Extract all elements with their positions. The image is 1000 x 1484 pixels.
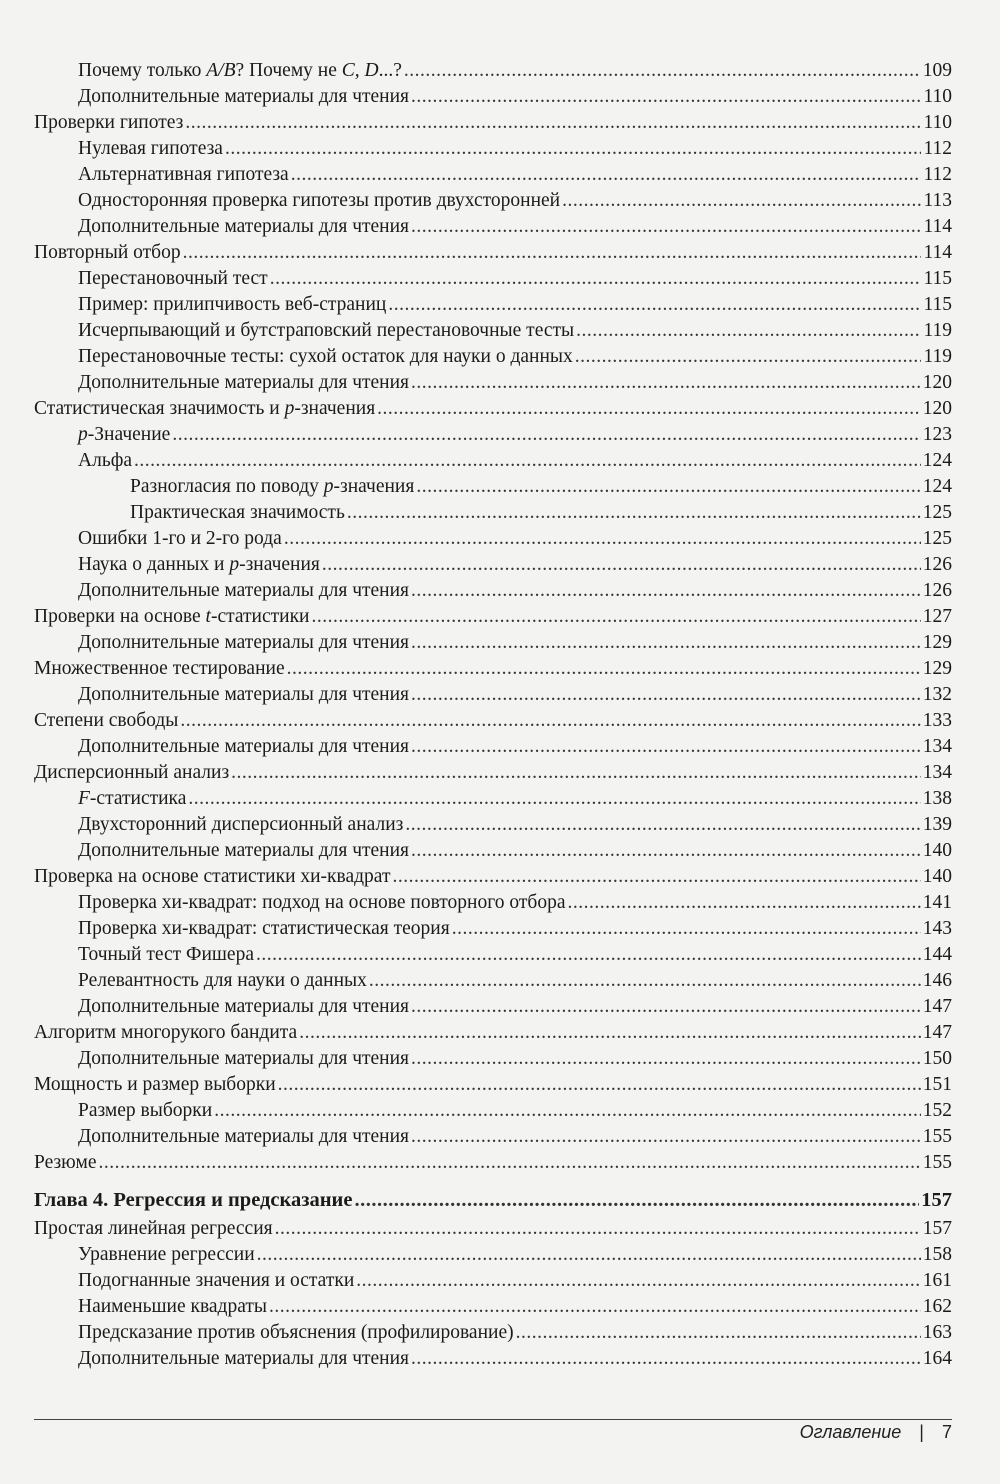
toc-title-segment: t <box>205 606 211 627</box>
footer-separator: | <box>919 1422 924 1442</box>
toc-title-segment: F <box>78 788 90 809</box>
toc-page-number: 114 <box>923 242 952 263</box>
toc-dot-leader <box>562 188 921 214</box>
toc-title-segment: Почему только <box>78 60 207 81</box>
toc-dot-leader <box>377 396 921 422</box>
toc-entry <box>34 1072 952 1098</box>
toc-entry <box>34 292 952 318</box>
toc-title-segment: Дополнительные материалы для чтения <box>78 1348 410 1369</box>
toc-entry <box>34 1268 952 1294</box>
toc-title-segment: Проверка хи-квадрат: подход на основе повторного отбора <box>78 892 566 913</box>
toc-entry <box>34 214 952 240</box>
toc-entry-title <box>78 916 450 942</box>
toc-entry-title <box>78 422 170 448</box>
toc-entry-title <box>78 136 223 162</box>
toc-title-segment: Размер выборки <box>78 1100 213 1121</box>
toc-dot-leader <box>411 734 921 760</box>
toc-dot-leader <box>411 84 921 110</box>
toc-dot-leader <box>411 214 921 240</box>
toc-entry <box>34 1346 952 1372</box>
toc-entry-title <box>78 578 409 604</box>
toc-page-number: 157 <box>922 1218 952 1239</box>
toc-dot-leader <box>256 942 921 968</box>
toc-dot-leader <box>388 292 921 318</box>
toc-entry-title <box>34 1186 352 1214</box>
toc-entry <box>34 318 952 344</box>
toc-title-segment: Дисперсионный анализ <box>34 762 230 783</box>
toc-page-number: 163 <box>922 1322 952 1343</box>
toc-page-number: 123 <box>922 424 952 445</box>
toc-page-number: 158 <box>922 1244 952 1265</box>
toc-title-segment: Дополнительные материалы для чтения <box>78 372 410 393</box>
toc-title-segment: Дополнительные материалы для чтения <box>78 840 410 861</box>
toc-page-number: 120 <box>922 398 952 419</box>
toc-title-segment: Алгоритм многорукого бандита <box>34 1022 298 1043</box>
toc-entry-title <box>34 396 375 422</box>
toc-page-number: 132 <box>922 684 952 705</box>
toc-entry <box>34 370 952 396</box>
toc-title-segment: Разногласия по поводу <box>130 476 324 497</box>
toc-entry <box>34 526 952 552</box>
toc-title-segment: -статистика <box>89 788 187 809</box>
toc-entry-title <box>34 864 390 890</box>
page-footer <box>800 1422 952 1443</box>
toc-title-segment: -значения <box>239 554 320 575</box>
toc-page-number: 150 <box>922 1048 952 1069</box>
toc-entry <box>34 448 952 474</box>
footer-rule <box>34 1419 952 1420</box>
toc-entry <box>34 1294 952 1320</box>
toc-entry <box>34 1150 952 1176</box>
toc-entry-title <box>130 500 345 526</box>
toc-title-segment: Дополнительные материалы для чтения <box>78 86 410 107</box>
toc-title-segment: Дополнительные материалы для чтения <box>78 996 410 1017</box>
toc-title-segment: Дополнительные материалы для чтения <box>78 1126 410 1147</box>
toc-title-segment: Подогнанные значения и остатки <box>78 1270 355 1291</box>
toc-title-segment: Дополнительные материалы для чтения <box>78 736 410 757</box>
toc-entry-title <box>34 656 285 682</box>
toc-entry-title <box>78 162 289 188</box>
toc-dot-leader <box>575 344 922 370</box>
toc-page-number: 147 <box>922 1022 952 1043</box>
toc-dot-leader <box>347 500 921 526</box>
toc-title-segment: Мощность и размер выборки <box>34 1074 276 1095</box>
toc-title-segment: Односторонняя проверка гипотезы против двухсторонней <box>78 190 561 211</box>
toc-entry-title <box>78 370 409 396</box>
toc-dot-leader <box>322 552 921 578</box>
toc-dot-leader <box>416 474 920 500</box>
toc-dot-leader <box>134 448 921 474</box>
toc-entry-title <box>78 994 409 1020</box>
toc-dot-leader <box>269 1294 921 1320</box>
toc-entry-title <box>78 812 403 838</box>
toc-entry <box>34 1124 952 1150</box>
toc-entry-title <box>78 1320 514 1346</box>
toc-dot-leader <box>567 890 920 916</box>
toc-page-number: 138 <box>922 788 952 809</box>
toc-entry-title <box>78 292 386 318</box>
toc-entry <box>34 474 952 500</box>
toc-entry-title <box>78 942 254 968</box>
toc-page-number: 155 <box>922 1126 952 1147</box>
toc-title-segment: Резюме <box>34 1152 97 1173</box>
toc-dot-leader <box>405 812 920 838</box>
toc-title-segment: Точный тест Фишера <box>78 944 254 965</box>
toc-page-number: 143 <box>922 918 952 939</box>
toc-page-number: 139 <box>922 814 952 835</box>
toc-title-segment: Ошибки 1-го и 2-го рода <box>78 528 282 549</box>
toc-page-number: 125 <box>922 528 952 549</box>
toc-entry-title <box>34 110 183 136</box>
toc-title-segment: Множественное тестирование <box>34 658 285 679</box>
toc-entry <box>34 422 952 448</box>
toc-entry-title <box>78 786 186 812</box>
toc-entry <box>34 240 952 266</box>
toc-page-number: 140 <box>922 840 952 861</box>
toc-page-number: 127 <box>922 606 952 627</box>
toc-entry-title <box>78 682 409 708</box>
toc-title-segment: Предсказание против объяснения (профилирование) <box>78 1322 514 1343</box>
toc-dot-leader <box>411 370 921 396</box>
toc-dot-leader <box>516 1320 921 1346</box>
toc-entry-title <box>34 1150 97 1176</box>
toc-dot-leader <box>185 110 921 136</box>
toc-entry-title <box>78 1098 212 1124</box>
toc-page-number: 129 <box>922 658 952 679</box>
toc-title-segment: Дополнительные материалы для чтения <box>78 580 410 601</box>
toc-entry <box>34 396 952 422</box>
toc-title-segment: -значения <box>294 398 376 419</box>
toc-entry <box>34 110 952 136</box>
toc-page-number: 115 <box>923 294 952 315</box>
toc-entry-title <box>78 58 402 84</box>
toc-dot-leader <box>354 1186 919 1214</box>
toc-title-segment: Простая линейная регрессия <box>34 1218 273 1239</box>
toc-dot-leader <box>270 266 922 292</box>
toc-entry <box>34 136 952 162</box>
toc-title-segment: Перестановочные тесты: сухой остаток для науки о данных <box>78 346 573 367</box>
toc-page-number: 113 <box>923 190 952 211</box>
toc-page-number: 124 <box>922 450 952 471</box>
toc-page-number: 114 <box>923 216 952 237</box>
toc-entry-title <box>78 266 268 292</box>
toc-title-segment: Альтернативная гипотеза <box>78 164 289 185</box>
toc-dot-leader <box>411 630 921 656</box>
toc-entry-title <box>78 84 409 110</box>
toc-page-number: 134 <box>922 736 952 757</box>
toc-chapter-row <box>34 1186 952 1214</box>
toc-page-number: 119 <box>923 320 952 341</box>
toc-dot-leader <box>225 136 922 162</box>
toc-dot-leader <box>356 1268 920 1294</box>
toc-entry <box>34 968 952 994</box>
toc-title-segment: Двухсторонний дисперсионный анализ <box>78 814 404 835</box>
toc-entry <box>34 838 952 864</box>
footer-section-title: Оглавление <box>799 1422 902 1442</box>
toc-entry-title <box>78 448 132 474</box>
toc-entry <box>34 942 952 968</box>
toc-entry <box>34 1320 952 1346</box>
toc-page-number: 162 <box>922 1296 952 1317</box>
toc-title-segment: Практическая значимость <box>130 502 345 523</box>
toc-dot-leader <box>278 1072 921 1098</box>
toc-entry <box>34 1216 952 1242</box>
toc-entry <box>34 84 952 110</box>
toc-entry-title <box>78 188 560 214</box>
toc-title-segment: p <box>323 476 334 497</box>
toc-title-segment: Повторный отбор <box>34 242 181 263</box>
toc-entry-title <box>78 1124 409 1150</box>
toc-entry <box>34 162 952 188</box>
toc-entry-title <box>78 890 565 916</box>
toc-page-number: 151 <box>922 1074 952 1095</box>
toc-title-segment: Статистическая значимость и <box>34 398 285 419</box>
toc-dot-leader <box>392 864 920 890</box>
toc-dot-leader <box>214 1098 921 1124</box>
toc-entry <box>34 760 952 786</box>
toc-title-segment: Дополнительные материалы для чтения <box>78 632 410 653</box>
toc-dot-leader <box>287 656 921 682</box>
toc-page-number: 120 <box>922 372 952 393</box>
toc-page-number: 125 <box>922 502 952 523</box>
toc-entry-title <box>78 1242 255 1268</box>
toc-dot-leader <box>188 786 920 812</box>
toc-entry <box>34 1098 952 1124</box>
toc-entry-title <box>78 968 367 994</box>
toc-dot-leader <box>183 240 922 266</box>
toc-entry-title <box>78 214 409 240</box>
toc-entry-title <box>78 1346 409 1372</box>
toc-title-segment: -статистики <box>210 606 310 627</box>
toc-dot-leader <box>231 760 921 786</box>
toc-dot-leader <box>257 1242 921 1268</box>
table-of-contents <box>34 58 952 1372</box>
toc-page-number: 157 <box>921 1189 952 1211</box>
toc-entry <box>34 1242 952 1268</box>
toc-entry-title <box>34 1072 276 1098</box>
toc-page-number: 146 <box>922 970 952 991</box>
toc-dot-leader <box>452 916 921 942</box>
toc-entry <box>34 266 952 292</box>
toc-entry <box>34 734 952 760</box>
toc-entry <box>34 656 952 682</box>
toc-title-segment: Наука о данных и <box>78 554 230 575</box>
toc-dot-leader <box>275 1216 921 1242</box>
toc-entry <box>34 630 952 656</box>
toc-dot-leader <box>369 968 921 994</box>
toc-dot-leader <box>411 1046 921 1072</box>
toc-entry-title <box>34 1216 273 1242</box>
toc-title-segment: Нулевая гипотеза <box>78 138 223 159</box>
toc-page-number: 124 <box>922 476 952 497</box>
toc-page-number: 164 <box>922 1348 952 1369</box>
toc-dot-leader <box>299 1020 921 1046</box>
toc-title-segment: Проверка на основе статистики хи-квадрат <box>34 866 391 887</box>
toc-dot-leader <box>99 1150 921 1176</box>
toc-page-number: 161 <box>922 1270 952 1291</box>
toc-entry <box>34 682 952 708</box>
toc-entry <box>34 786 952 812</box>
toc-page-number: 112 <box>923 138 952 159</box>
toc-dot-leader <box>404 58 921 84</box>
toc-entry-title <box>78 630 409 656</box>
toc-entry-title <box>78 552 320 578</box>
toc-dot-leader <box>291 162 922 188</box>
toc-title-segment: Проверки на основе <box>34 606 206 627</box>
toc-page-number: 119 <box>923 346 952 367</box>
toc-title-segment: ...? <box>378 60 402 81</box>
toc-page-number: 140 <box>922 866 952 887</box>
toc-dot-leader <box>411 682 921 708</box>
toc-title-segment: Исчерпывающий и бутстраповский перестановочные тесты <box>78 320 575 341</box>
toc-title-segment: Релевантность для науки о данных <box>78 970 367 991</box>
toc-title-segment: Дополнительные материалы для чтения <box>78 684 410 705</box>
toc-entry-title <box>34 604 310 630</box>
toc-title-segment: -значения <box>333 476 415 497</box>
toc-entry <box>34 552 952 578</box>
toc-entry-title <box>78 1268 354 1294</box>
toc-entry-title <box>78 734 409 760</box>
toc-entry <box>34 604 952 630</box>
toc-entry-title <box>78 318 574 344</box>
toc-entry-title <box>34 1020 297 1046</box>
toc-page-number: 129 <box>922 632 952 653</box>
toc-title-segment: -Значение <box>87 424 171 445</box>
toc-entry-title <box>34 240 181 266</box>
toc-page-number: 155 <box>922 1152 952 1173</box>
toc-title-segment: Альфа <box>78 450 132 471</box>
toc-entry-title <box>78 526 282 552</box>
toc-dot-leader <box>411 1124 921 1150</box>
toc-title-segment: ? Почему не <box>235 60 342 81</box>
toc-page-number: 152 <box>922 1100 952 1121</box>
toc-title-segment: Пример: прилипчивость веб-страниц <box>78 294 387 315</box>
toc-dot-leader <box>180 708 920 734</box>
toc-title-segment: C, D <box>341 60 379 81</box>
toc-dot-leader <box>411 838 921 864</box>
toc-page-number: 110 <box>923 86 952 107</box>
toc-title-segment: Перестановочный тест <box>78 268 268 289</box>
toc-dot-leader <box>576 318 921 344</box>
toc-entry <box>34 500 952 526</box>
toc-entry <box>34 994 952 1020</box>
toc-entry <box>34 708 952 734</box>
toc-page-number: 110 <box>923 112 952 133</box>
toc-title-segment: Степени свободы <box>34 710 179 731</box>
toc-entry-title <box>34 708 178 734</box>
toc-page-number: 147 <box>922 996 952 1017</box>
toc-title-segment: Проверки гипотез <box>34 112 184 133</box>
toc-entry-title <box>34 760 229 786</box>
toc-entry <box>34 188 952 214</box>
toc-page-number: 133 <box>922 710 952 731</box>
toc-title-segment: Проверка хи-квадрат: статистическая теория <box>78 918 450 939</box>
toc-title-segment: Дополнительные материалы для чтения <box>78 1048 410 1069</box>
toc-dot-leader <box>312 604 921 630</box>
toc-dot-leader <box>411 1346 921 1372</box>
toc-entry <box>34 916 952 942</box>
footer-page-number: 7 <box>941 1422 952 1442</box>
toc-entry <box>34 578 952 604</box>
toc-dot-leader <box>284 526 921 552</box>
toc-entry-title <box>130 474 414 500</box>
toc-entry-title <box>78 344 573 370</box>
toc-page-number: 126 <box>922 554 952 575</box>
toc-entry-title <box>78 1294 267 1320</box>
toc-page-number: 126 <box>922 580 952 601</box>
toc-entry <box>34 344 952 370</box>
toc-title-segment: p <box>229 554 240 575</box>
toc-dot-leader <box>411 578 921 604</box>
toc-title-segment: p <box>284 398 295 419</box>
toc-page-number: 109 <box>922 60 952 81</box>
toc-entry <box>34 864 952 890</box>
toc-entry <box>34 1020 952 1046</box>
toc-entry <box>34 890 952 916</box>
toc-title-segment: Дополнительные материалы для чтения <box>78 216 410 237</box>
toc-title-segment: A/B <box>206 60 236 81</box>
toc-page-number: 134 <box>922 762 952 783</box>
toc-entry <box>34 1046 952 1072</box>
toc-entry-title <box>78 1046 409 1072</box>
toc-page-number: 144 <box>922 944 952 965</box>
toc-page-number: 115 <box>923 268 952 289</box>
toc-entry <box>34 812 952 838</box>
toc-title-segment: Глава 4. Регрессия и предсказание <box>34 1189 353 1211</box>
toc-title-segment: Наименьшие квадраты <box>78 1296 268 1317</box>
toc-title-segment: p <box>78 424 88 445</box>
toc-page-number: 112 <box>923 164 952 185</box>
toc-title-segment: Уравнение регрессии <box>78 1244 255 1265</box>
toc-dot-leader <box>172 422 920 448</box>
toc-entry-title <box>78 838 409 864</box>
toc-entry <box>34 58 952 84</box>
toc-dot-leader <box>411 994 921 1020</box>
toc-page-number: 141 <box>922 892 952 913</box>
